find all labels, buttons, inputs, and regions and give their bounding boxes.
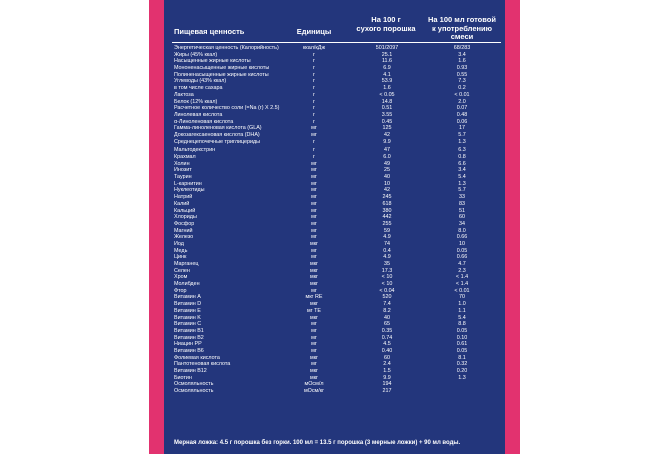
value-per-100g: 501/2097: [375, 45, 399, 51]
table-row: [164, 268, 505, 275]
table-row: [164, 105, 505, 112]
table-row: [164, 221, 505, 228]
nutrient-name: Натрий: [174, 194, 193, 201]
unit: мг: [311, 180, 317, 187]
unit: г: [313, 78, 315, 85]
value-per-100ml: 6.3: [458, 147, 466, 154]
nutrient-name: в том числе сахара: [174, 85, 223, 92]
table-row: [164, 85, 505, 92]
table-row: [164, 119, 505, 126]
nutrient-name: Магний: [174, 227, 193, 234]
value-per-100ml: 6.6: [458, 160, 466, 167]
unit: г: [313, 98, 315, 105]
unit: мг: [311, 187, 317, 194]
table-row: [164, 261, 505, 268]
value-per-100ml: 70: [459, 294, 465, 301]
unit: мкг: [309, 354, 319, 361]
value-per-100ml: 0.06: [456, 118, 468, 125]
table-row: [164, 355, 505, 362]
table-row: [164, 174, 505, 181]
table-row: [164, 301, 505, 308]
unit: г: [313, 58, 315, 65]
table-row: [164, 381, 505, 388]
value-per-100ml: 0.48: [456, 111, 468, 118]
table-row: [164, 388, 505, 395]
nutrient-name: Насыщенные жирные кислоты: [174, 58, 251, 65]
value-per-100g: 4.5: [383, 341, 391, 348]
table-row: [164, 132, 505, 139]
value-per-100g: 47: [384, 147, 390, 154]
table-row: [164, 308, 505, 315]
unit: мкг RE: [305, 294, 323, 301]
nutrient-name: Мононенасыщенные жирные кислоты: [174, 65, 270, 72]
nutrient-name: Среднецепочечные триглицериды: [174, 138, 261, 145]
nutrient-name: Витамин K: [174, 314, 201, 321]
unit: ккал/кДж: [302, 45, 326, 51]
unit: мг: [311, 287, 317, 294]
value-per-100ml: 7.3: [458, 78, 466, 85]
nutrient-name: Витамин D: [174, 301, 202, 308]
unit: г: [313, 154, 315, 160]
unit: г: [313, 65, 315, 72]
nutrient-name: Ниацин PP: [174, 341, 202, 348]
nutrient-name: Нуклеотиды: [174, 187, 205, 194]
value-per-100ml: 0.2: [458, 85, 466, 92]
value-per-100g: 217: [382, 388, 392, 395]
unit: г: [313, 147, 315, 154]
value-per-100ml: 17: [459, 125, 465, 132]
nutrient-name: Докозагексаеновая кислота (DHA): [174, 131, 260, 138]
table-row: [164, 72, 505, 79]
nutrient-name: Инозит: [174, 167, 192, 174]
value-per-100ml: 1.6: [458, 58, 466, 65]
unit: мг: [311, 234, 317, 241]
value-per-100ml: 34: [459, 220, 465, 227]
table-row: [164, 125, 505, 132]
value-per-100g: 59: [384, 227, 390, 234]
table-row: [164, 368, 505, 375]
nutrient-name: Углеводы (43% ккал): [174, 78, 227, 85]
value-per-100g: 1.5: [383, 368, 391, 374]
value-per-100ml: 0.10: [456, 334, 468, 341]
table-row: [164, 274, 505, 281]
value-per-100g: 0.35: [381, 327, 393, 334]
value-per-100ml: 5.4: [458, 174, 466, 181]
value-per-100ml: 8.8: [458, 321, 466, 328]
table-row: [164, 52, 505, 59]
table-row: [164, 161, 505, 168]
table-row: [164, 139, 505, 146]
table-row: [164, 78, 505, 85]
table-row: [164, 254, 505, 261]
unit: мкг: [309, 267, 319, 274]
value-per-100ml: 8.1: [458, 354, 466, 361]
value-per-100g: 245: [382, 194, 392, 201]
unit: мкг: [309, 368, 319, 374]
value-per-100ml: 0.05: [456, 327, 468, 334]
value-per-100ml: 0.61: [456, 341, 468, 348]
unit: мг: [311, 125, 317, 132]
table-row: [164, 208, 505, 215]
value-per-100g: 17.3: [381, 267, 393, 274]
unit: мкг: [309, 240, 319, 247]
value-per-100g: 618: [382, 200, 392, 207]
table-row: [164, 65, 505, 72]
header-units: Единицы: [296, 27, 332, 36]
value-per-100g: 35: [384, 261, 390, 267]
value-per-100ml: 0.32: [456, 361, 468, 368]
value-per-100ml: 60: [459, 214, 465, 221]
header-per-100ml-prepared: На 100 мл готовой к употреблению смеси: [428, 15, 496, 41]
nutrient-name: Биотин: [174, 374, 192, 381]
value-per-100ml: 1.1: [458, 307, 466, 314]
header-per-100g-powder: На 100 г сухого порошка: [356, 15, 416, 33]
value-per-100ml: 83: [459, 200, 465, 207]
value-per-100g: 60: [384, 354, 390, 361]
nutrient-name: Хром: [174, 274, 188, 281]
value-per-100g: 10: [384, 180, 390, 187]
nutrient-name: Селен: [174, 267, 190, 274]
table-row: [164, 99, 505, 106]
value-per-100ml: 33: [459, 194, 465, 201]
unit: мкг: [309, 314, 319, 321]
value-per-100g: 14.8: [381, 98, 393, 105]
unit: мОсм/кг: [303, 388, 325, 395]
unit: мг: [311, 247, 317, 254]
value-per-100g: 255: [382, 220, 392, 227]
nutrient-name: Линолевая кислота: [174, 111, 223, 118]
header-divider: [172, 42, 501, 43]
value-per-100g: 42: [384, 131, 390, 138]
nutrient-name: L-карнитин: [174, 180, 202, 187]
value-per-100g: 6.0: [383, 154, 391, 160]
nutrient-name: Таурин: [174, 174, 192, 181]
value-per-100g: 53.9: [381, 78, 393, 85]
table-row: [164, 228, 505, 235]
table-row: [164, 58, 505, 65]
value-per-100g: < 0.05: [379, 91, 395, 98]
value-per-100g: 65: [384, 321, 390, 328]
unit: г: [313, 85, 315, 92]
nutrient-name: Фолиевая кислота: [174, 354, 220, 361]
table-row: [164, 315, 505, 322]
table-row: [164, 112, 505, 119]
value-per-100ml: < 1.4: [455, 281, 469, 288]
value-per-100g: 4.1: [383, 71, 391, 78]
value-per-100ml: 0.8: [458, 154, 466, 160]
unit: мг: [311, 321, 317, 328]
value-per-100g: 125: [382, 125, 392, 132]
unit: мг: [311, 254, 317, 261]
nutrient-name: Фосфор: [174, 220, 195, 227]
value-per-100ml: 3.4: [458, 51, 466, 58]
table-row: [164, 187, 505, 194]
nutrient-name: Железо: [174, 234, 194, 241]
unit: мкг: [309, 281, 319, 288]
scoop-footnote: Мерная ложка: 4.5 г порошка без горки. 100 мл = 13.5 г порошка (3 мерные ложки) + 90 мл воды.: [174, 440, 461, 446]
value-per-100g: 7.4: [383, 301, 391, 308]
value-per-100g: 194: [382, 381, 392, 388]
value-per-100g: 74: [384, 240, 390, 247]
value-per-100ml: 0.66: [456, 254, 468, 261]
unit: мг: [311, 167, 317, 174]
table-row: [164, 154, 505, 161]
value-per-100g: 4.9: [383, 234, 391, 241]
value-per-100ml: 4.7: [458, 261, 466, 267]
nutrient-name: α-Линоленовая кислота: [174, 118, 234, 125]
value-per-100g: 9.9: [383, 138, 391, 145]
unit: мг: [311, 207, 317, 214]
table-row: [164, 348, 505, 355]
value-per-100ml: 2.3: [458, 267, 466, 274]
table-row: [164, 194, 505, 201]
table-header: [164, 14, 505, 44]
value-per-100g: 6.9: [383, 65, 391, 72]
value-per-100ml: < 0.01: [454, 287, 470, 294]
value-per-100g: 9.9: [383, 374, 391, 381]
value-per-100g: 0.4: [383, 247, 391, 254]
value-per-100ml: 0.07: [456, 105, 468, 112]
nutrient-name: Жиры (45% ккал): [174, 51, 218, 58]
unit: г: [313, 105, 315, 112]
value-per-100ml: 68/283: [453, 45, 471, 51]
nutrient-name: Мальтодекстрин: [174, 147, 216, 154]
unit: мг: [311, 327, 317, 334]
value-per-100ml: < 0.01: [454, 91, 470, 98]
table-row: [164, 361, 505, 368]
nutrient-name: Пантотеновая кислота: [174, 361, 231, 368]
value-per-100ml: 0.55: [456, 71, 468, 78]
table-row: [164, 294, 505, 301]
value-per-100g: 442: [382, 214, 392, 221]
unit: г: [313, 51, 315, 58]
nutrient-name: Калий: [174, 200, 190, 207]
value-per-100g: 11.6: [381, 58, 393, 65]
value-per-100ml: 0.20: [456, 368, 468, 374]
unit: мг: [311, 347, 317, 354]
nutrient-name: Йод: [174, 240, 184, 247]
nutrient-name: Холин: [174, 160, 190, 167]
value-per-100g: 40: [384, 174, 390, 181]
nutrient-name: Витамин B6: [174, 347, 204, 354]
unit: мг: [311, 131, 317, 138]
nutrition-panel: [164, 0, 505, 454]
value-per-100ml: 5.4: [458, 314, 466, 321]
nutrient-name: Витамин B1: [174, 327, 204, 334]
table-row: [164, 335, 505, 342]
unit: мкг: [309, 261, 319, 267]
table-row: [164, 234, 505, 241]
value-per-100g: < 0.04: [379, 287, 395, 294]
value-per-100ml: 1.3: [458, 180, 466, 187]
unit: г: [313, 91, 315, 98]
unit: г: [313, 71, 315, 78]
table-row: [164, 181, 505, 188]
nutrient-name: Хлориды: [174, 214, 197, 221]
value-per-100ml: 0.66: [456, 234, 468, 241]
table-row: [164, 288, 505, 295]
value-per-100g: < 10: [381, 281, 393, 288]
nutrient-name: Витамин А: [174, 294, 201, 301]
table-row: [164, 321, 505, 328]
unit: мг: [311, 214, 317, 221]
value-per-100ml: 5.7: [458, 131, 466, 138]
table-row: [164, 214, 505, 221]
value-per-100ml: < 1.4: [455, 274, 469, 281]
value-per-100g: 380: [382, 207, 392, 214]
value-per-100g: 0.45: [381, 118, 393, 125]
value-per-100g: 1.6: [383, 85, 391, 92]
table-row: [164, 281, 505, 288]
value-per-100g: 42: [384, 187, 390, 194]
nutrient-name: Медь: [174, 247, 188, 254]
value-per-100ml: 0.93: [456, 65, 468, 72]
unit: мг: [311, 200, 317, 207]
nutrient-name: Осмоляльность: [174, 388, 214, 395]
table-row: [164, 248, 505, 255]
unit: мг: [311, 160, 317, 167]
value-per-100g: 520: [382, 294, 392, 301]
nutrition-table-body: [164, 45, 505, 395]
nutrient-name: Гамма-линоленовая кислота (GLA): [174, 125, 262, 132]
nutrient-name: Витамин B2: [174, 334, 204, 341]
nutrient-name: Фтор: [174, 287, 187, 294]
table-row: [164, 341, 505, 348]
table-row: [164, 45, 505, 52]
value-per-100g: 25.1: [381, 51, 393, 58]
value-per-100g: 49: [384, 160, 390, 167]
value-per-100ml: 2.0: [458, 98, 466, 105]
unit: мг: [311, 174, 317, 181]
value-per-100ml: 0.05: [456, 347, 468, 354]
unit: мОсм/л: [304, 381, 324, 388]
value-per-100ml: 51: [459, 207, 465, 214]
table-row: [164, 92, 505, 99]
table-row: [164, 241, 505, 248]
unit: мг: [311, 194, 317, 201]
unit: мкг: [309, 301, 319, 308]
value-per-100g: 8.2: [383, 307, 391, 314]
nutrient-name: Лактоза: [174, 91, 194, 98]
value-per-100g: 4.9: [383, 254, 391, 261]
nutrient-name: Белок (12% ккал): [174, 98, 218, 105]
value-per-100ml: 10: [459, 240, 465, 247]
value-per-100ml: 1.3: [458, 138, 466, 145]
unit: мг: [311, 220, 317, 227]
value-per-100g: < 10: [381, 274, 393, 281]
value-per-100g: 40: [384, 314, 390, 321]
nutrient-name: Осмоляльность: [174, 381, 214, 388]
unit: мг: [311, 334, 317, 341]
unit: мг TE: [306, 307, 322, 314]
nutrient-name: Энергетическая ценность (Калорийность): [174, 45, 279, 51]
value-per-100ml: 0.05: [456, 247, 468, 254]
nutrient-name: Марганец: [174, 261, 199, 267]
value-per-100ml: 1.0: [458, 301, 466, 308]
value-per-100g: 25: [384, 167, 390, 174]
table-row: [164, 375, 505, 382]
table-row: [164, 147, 505, 154]
unit: г: [313, 111, 315, 118]
nutrient-name: Кальций: [174, 207, 196, 214]
header-nutrient: Пищевая ценность: [174, 27, 245, 36]
value-per-100ml: 5.7: [458, 187, 466, 194]
nutrient-name: Витамин E: [174, 307, 201, 314]
table-row: [164, 201, 505, 208]
nutrient-name: Полиненасыщенные жирные кислоты: [174, 71, 269, 78]
table-row: [164, 167, 505, 174]
value-per-100g: 2.4: [383, 361, 391, 368]
value-per-100g: 3.55: [381, 111, 393, 118]
nutrient-name: Молибден: [174, 281, 200, 288]
nutrient-name: Витамин C: [174, 321, 202, 328]
value-per-100ml: 3.4: [458, 167, 466, 174]
unit: г: [313, 118, 315, 125]
unit: мг: [311, 227, 317, 234]
nutrient-name: Витамин B12: [174, 368, 207, 374]
unit: мкг: [309, 374, 319, 381]
table-row: [164, 328, 505, 335]
unit: г: [313, 138, 315, 145]
value-per-100g: 0.51: [381, 105, 393, 112]
nutrient-name: Крахмал: [174, 154, 196, 160]
value-per-100g: 0.74: [381, 334, 393, 341]
value-per-100ml: 1.3: [458, 374, 466, 381]
value-per-100ml: 8.0: [458, 227, 466, 234]
unit: мг: [311, 341, 317, 348]
value-per-100g: 0.40: [381, 347, 393, 354]
unit: мг: [311, 361, 317, 368]
unit: мкг: [309, 274, 319, 281]
nutrient-name: Расчетное количество соли (=Na (г) X 2.5): [174, 105, 280, 112]
nutrient-name: Цинк: [174, 254, 187, 261]
